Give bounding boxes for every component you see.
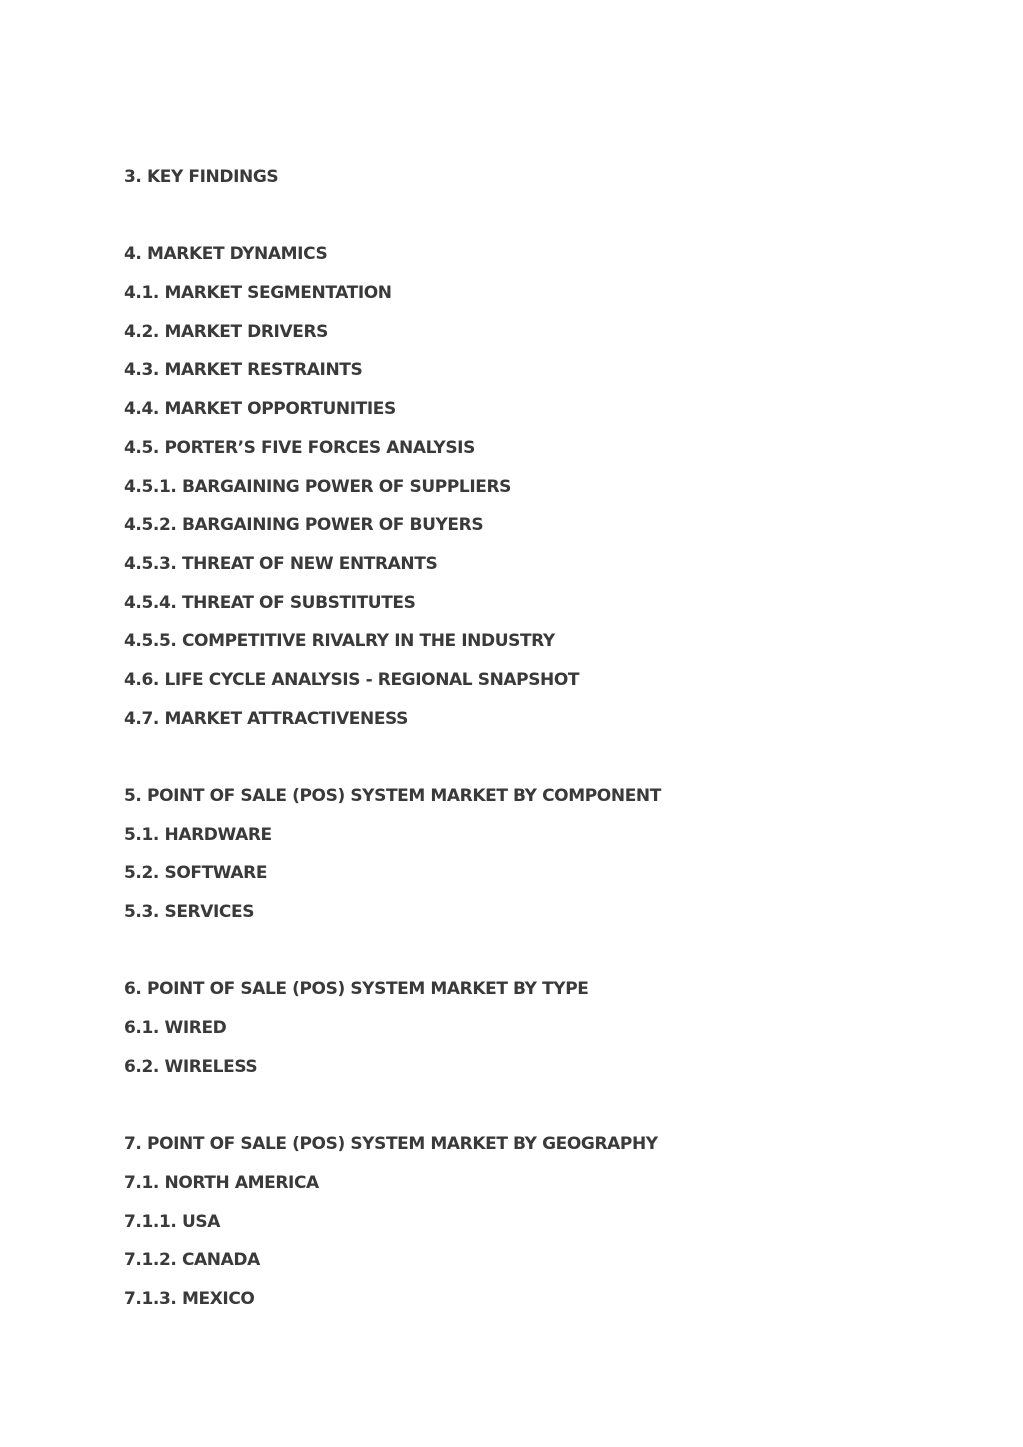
toc-item: 6.1. WIRED bbox=[124, 1018, 227, 1039]
toc-heading-6: 6. POINT OF SALE (POS) SYSTEM MARKET BY TYPE bbox=[124, 979, 589, 1000]
toc-item: 4.1. MARKET SEGMENTATION bbox=[124, 283, 392, 304]
table-of-contents bbox=[124, 165, 984, 1326]
toc-item: 4.4. MARKET OPPORTUNITIES bbox=[124, 399, 396, 420]
toc-item: 4.6. LIFE CYCLE ANALYSIS - REGIONAL SNAPSHOT bbox=[124, 669, 580, 690]
toc-item: 5.3. SERVICES bbox=[124, 902, 255, 923]
toc-item: 4.5.2. BARGAINING POWER OF BUYERS bbox=[124, 515, 484, 536]
toc-item: 5.1. HARDWARE bbox=[124, 824, 272, 845]
toc-item: 4.3. MARKET RESTRAINTS bbox=[124, 360, 363, 381]
toc-heading-4: 4. MARKET DYNAMICS bbox=[124, 244, 328, 265]
toc-heading-5: 5. POINT OF SALE (POS) SYSTEM MARKET BY COMPONENT bbox=[124, 786, 661, 806]
toc-heading-3: 3. KEY FINDINGS bbox=[124, 167, 279, 187]
toc-item: 4.5.3. THREAT OF NEW ENTRANTS bbox=[124, 553, 438, 574]
spacer bbox=[124, 745, 984, 784]
toc-item: 4.2. MARKET DRIVERS bbox=[124, 321, 328, 342]
toc-item: 4.5. PORTER’S FIVE FORCES ANALYSIS bbox=[124, 437, 475, 458]
toc-item: 7.1.1. USA bbox=[124, 1211, 220, 1232]
spacer bbox=[124, 939, 984, 978]
toc-heading-7: 7. POINT OF SALE (POS) SYSTEM MARKET BY GEOGRAPHY bbox=[124, 1134, 658, 1155]
toc-item: 6.2. WIRELESS bbox=[124, 1056, 258, 1077]
toc-item: 7.1.2. CANADA bbox=[124, 1250, 260, 1271]
spacer bbox=[124, 204, 984, 243]
toc-item: 7.1.3. MEXICO bbox=[124, 1288, 255, 1309]
toc-item: 4.7. MARKET ATTRACTIVENESS bbox=[124, 708, 408, 729]
toc-item: 5.2. SOFTWARE bbox=[124, 863, 268, 884]
spacer bbox=[124, 1094, 984, 1133]
toc-item: 4.5.1. BARGAINING POWER OF SUPPLIERS bbox=[124, 476, 512, 497]
toc-item: 7.1. NORTH AMERICA bbox=[124, 1172, 319, 1193]
toc-item: 4.5.4. THREAT OF SUBSTITUTES bbox=[124, 592, 416, 613]
toc-item: 4.5.5. COMPETITIVE RIVALRY IN THE INDUSTRY bbox=[124, 631, 555, 652]
